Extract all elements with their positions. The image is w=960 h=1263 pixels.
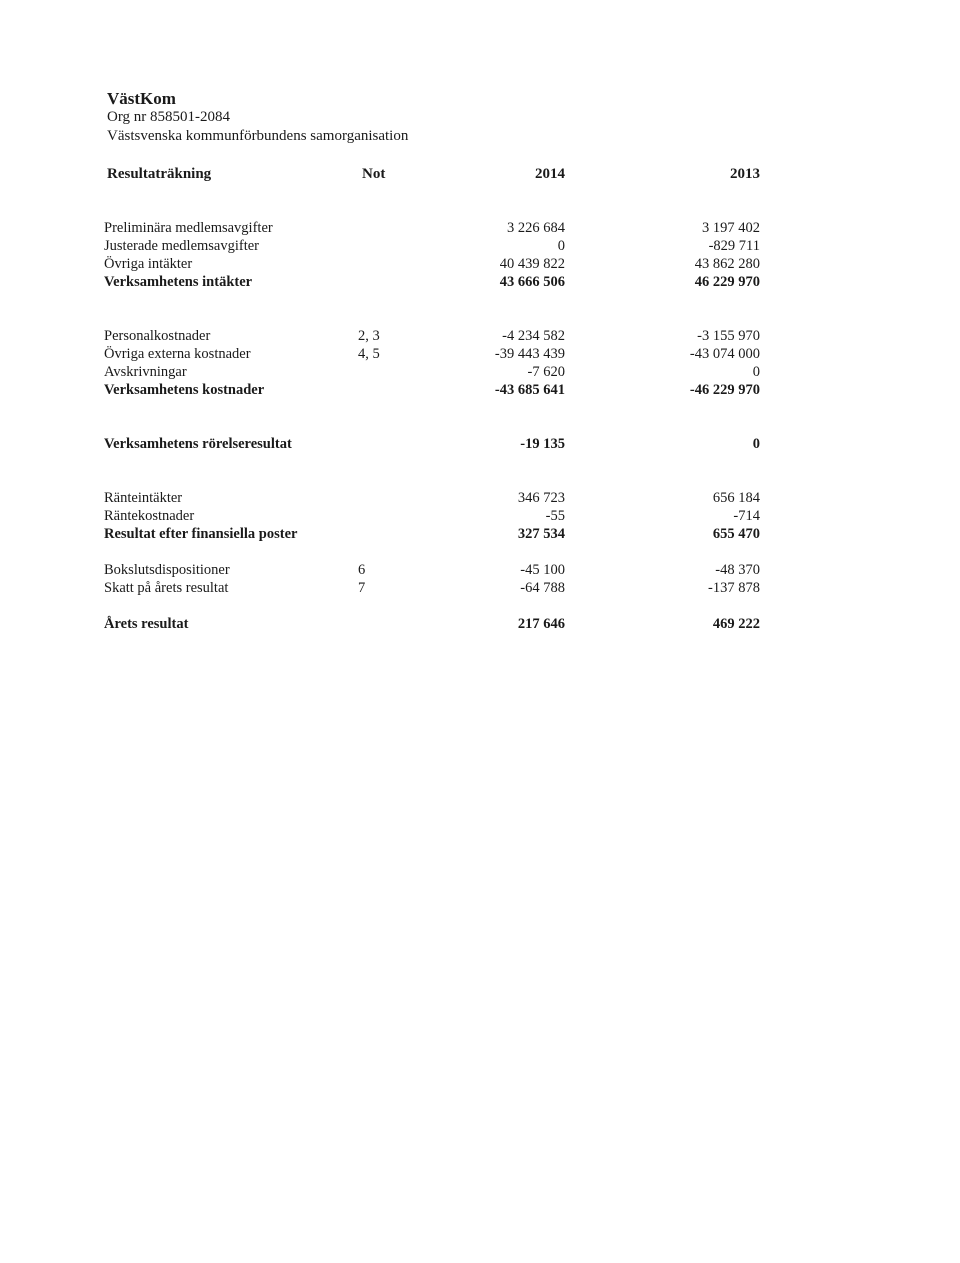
row-label: Avskrivningar <box>104 364 187 380</box>
table-row <box>0 327 960 345</box>
row-label: Ränteintäkter <box>104 490 183 506</box>
row-label: Justerade medlemsavgifter <box>104 238 260 254</box>
row-value-2013: 0 <box>752 364 760 380</box>
table-row <box>0 489 960 507</box>
organization-number: Org nr 858501-2084 <box>107 109 231 125</box>
row-value-2014: -55 <box>545 508 565 524</box>
row-value-2013: 43 862 280 <box>694 256 760 272</box>
row-value-2014: -64 788 <box>520 580 565 596</box>
row-label: Bokslutsdispositioner <box>104 562 230 578</box>
row-note: 4, 5 <box>358 346 380 362</box>
row-note: 7 <box>358 580 366 596</box>
row-label: Årets resultat <box>104 616 189 632</box>
row-label: Preliminära medlemsavgifter <box>104 220 273 236</box>
row-value-2013: 656 184 <box>712 490 760 506</box>
table-row <box>0 525 960 543</box>
header-title: Resultaträkning <box>107 166 212 182</box>
header-year-2013: 2013 <box>730 166 760 182</box>
row-value-2013: 469 222 <box>712 616 760 632</box>
table-row <box>0 237 960 255</box>
header-year-2014: 2014 <box>535 166 565 182</box>
table-row <box>0 615 960 633</box>
row-value-2014: -39 443 439 <box>494 346 565 362</box>
table-row <box>0 381 960 399</box>
table-row <box>0 219 960 237</box>
row-label: Skatt på årets resultat <box>104 580 229 596</box>
row-value-2013: -48 370 <box>715 562 760 578</box>
table-row <box>0 273 960 291</box>
row-label: Personalkostnader <box>104 328 211 344</box>
table-row <box>0 345 960 363</box>
table-row <box>0 435 960 453</box>
organization-description: Västsvenska kommunförbundens samorganisation <box>107 128 409 144</box>
row-value-2013: -3 155 970 <box>697 328 760 344</box>
row-value-2013: -43 074 000 <box>689 346 760 362</box>
row-value-2014: -45 100 <box>520 562 565 578</box>
row-value-2013: 655 470 <box>712 526 760 542</box>
row-label: Räntekostnader <box>104 508 195 524</box>
table-row <box>0 561 960 579</box>
table-row <box>0 579 960 597</box>
row-label: Verksamhetens rörelseresultat <box>104 436 292 452</box>
table-header <box>0 165 960 183</box>
row-value-2014: -4 234 582 <box>502 328 565 344</box>
row-value-2014: -19 135 <box>520 436 565 452</box>
table-row <box>0 363 960 381</box>
row-label: Övriga externa kostnader <box>104 346 251 362</box>
row-label: Verksamhetens kostnader <box>104 382 265 398</box>
table-row <box>0 507 960 525</box>
row-value-2014: 40 439 822 <box>499 256 565 272</box>
table-row <box>0 255 960 273</box>
row-value-2013: -46 229 970 <box>689 382 760 398</box>
row-value-2013: 0 <box>752 436 760 452</box>
row-value-2013: -829 711 <box>708 238 760 254</box>
organization-name: VästKom <box>107 89 176 108</box>
row-value-2014: 327 534 <box>517 526 565 542</box>
row-value-2014: 0 <box>557 238 565 254</box>
row-note: 2, 3 <box>358 328 380 344</box>
row-label: Verksamhetens intäkter <box>104 274 253 290</box>
row-value-2013: 3 197 402 <box>702 220 760 236</box>
row-label: Övriga intäkter <box>104 256 193 272</box>
row-value-2013: -714 <box>733 508 760 524</box>
row-value-2014: 217 646 <box>517 616 565 632</box>
row-value-2014: -7 620 <box>527 364 565 380</box>
row-value-2013: 46 229 970 <box>694 274 760 290</box>
row-value-2014: 3 226 684 <box>507 220 565 236</box>
row-note: 6 <box>358 562 366 578</box>
header-note: Not <box>362 166 386 182</box>
row-value-2014: -43 685 641 <box>494 382 565 398</box>
row-value-2014: 43 666 506 <box>499 274 565 290</box>
row-value-2013: -137 878 <box>708 580 760 596</box>
row-value-2014: 346 723 <box>517 490 565 506</box>
row-label: Resultat efter finansiella poster <box>104 526 298 542</box>
